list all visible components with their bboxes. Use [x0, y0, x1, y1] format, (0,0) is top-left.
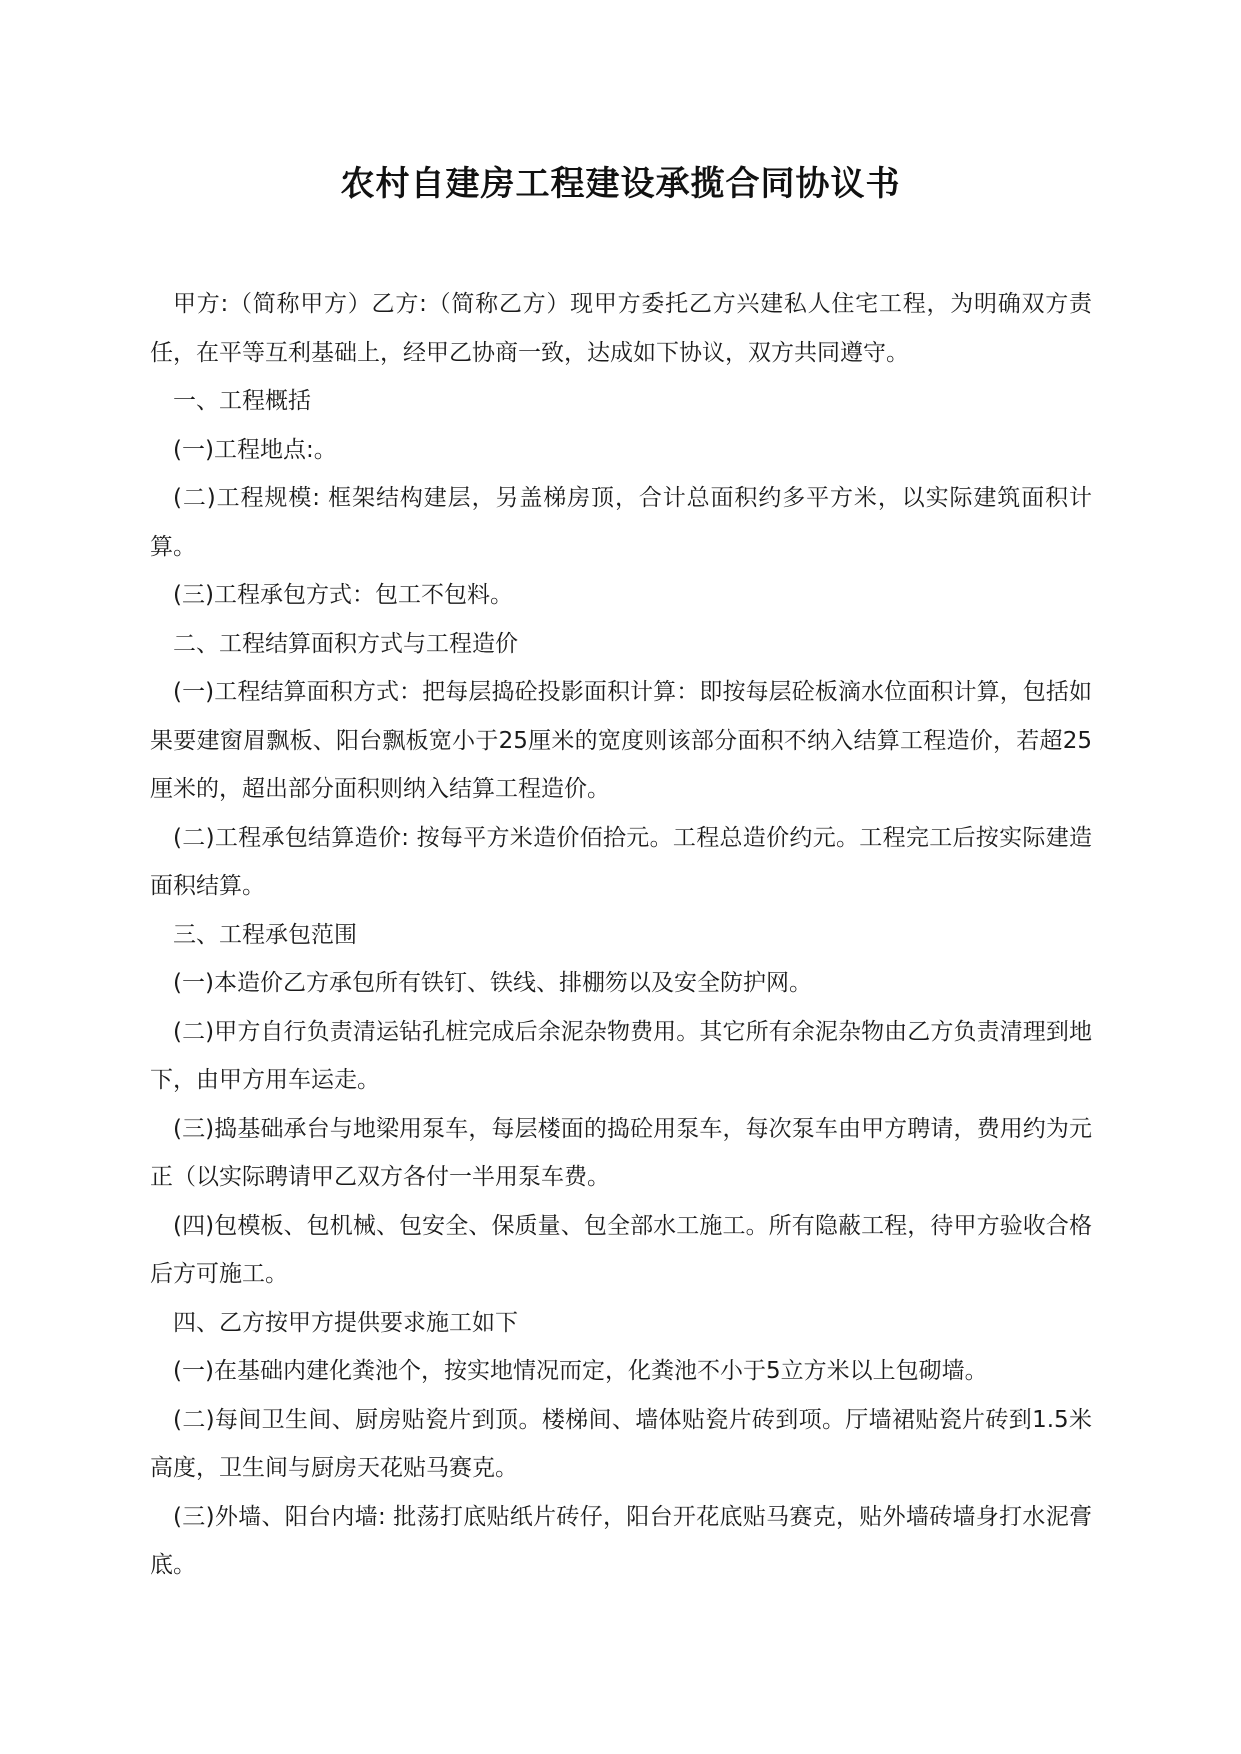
document-body — [150, 280, 1092, 1590]
clause-3-2: (二)甲方自行负责清运钻孔桩完成后余泥杂物费用。其它所有余泥杂物由乙方负责清理到地下，由甲方用车运走。 — [150, 1018, 1092, 1093]
section-heading-4: 四、乙方按甲方提供要求施工如下 — [173, 1309, 518, 1336]
clause-1-3: (三)工程承包方式：包工不包料。 — [173, 582, 513, 608]
section-heading-3: 三、工程承包范围 — [173, 921, 357, 948]
clause-4-2: (二)每间卫生间、厨房贴瓷片到顶。楼梯间、墙体贴瓷片砖到项。厅墙裙贴瓷片砖到1.5米高度，卫生间与厨房天花贴马赛克。 — [150, 1406, 1092, 1481]
preamble-paragraph: 甲方:（简称甲方）乙方:（简称乙方）现甲方委托乙方兴建私人住宅工程，为明确双方责任，在平等互利基础上，经甲乙协商一致，达成如下协议，双方共同遵守。 — [150, 291, 1092, 366]
clause-3-3: (三)捣基础承台与地梁用泵车，每层楼面的捣砼用泵车，每次泵车由甲方聘请，费用约为元正（以实际聘请甲乙双方各付一半用泵车费。 — [150, 1115, 1092, 1190]
clause-2-2: (二)工程承包结算造价: 按每平方米造价佰拾元。工程总造价约元。工程完工后按实际建造面积结算。 — [150, 824, 1092, 899]
clause-2-1: (一)工程结算面积方式：把每层捣砼投影面积计算：即按每层砼板滴水位面积计算，包括如果要建窗眉飘板、阳台飘板宽小于25厘米的宽度则该部分面积不纳入结算工程造价，若超25厘米的，超出部分面积则纳入结算工程造价。 — [150, 679, 1092, 802]
clause-4-1: (一)在基础内建化粪池个，按实地情况而定，化粪池不小于5立方米以上包砌墙。 — [173, 1358, 988, 1384]
clause-3-4: (四)包模板、包机械、包安全、保质量、包全部水工施工。所有隐蔽工程，待甲方验收合格后方可施工。 — [150, 1212, 1092, 1287]
clause-3-1: (一)本造价乙方承包所有铁钉、铁线、排棚笏以及安全防护网。 — [173, 970, 812, 996]
clause-1-1: (一)工程地点:。 — [173, 436, 337, 463]
section-heading-1: 一、工程概括 — [173, 388, 311, 414]
section-heading-2: 二、工程结算面积方式与工程造价 — [173, 630, 518, 657]
clause-4-3: (三)外墙、阳台内墙: 批荡打底贴纸片砖仔，阳台开花底贴马赛克，贴外墙砖墙身打水泥膏底。 — [150, 1503, 1092, 1578]
document-title: 农村自建房工程建设承揽合同协议书 — [340, 164, 901, 204]
clause-1-2: (二)工程规模: 框架结构建层，另盖梯房顶，合计总面积约多平方米，以实际建筑面积计算。 — [150, 485, 1092, 560]
